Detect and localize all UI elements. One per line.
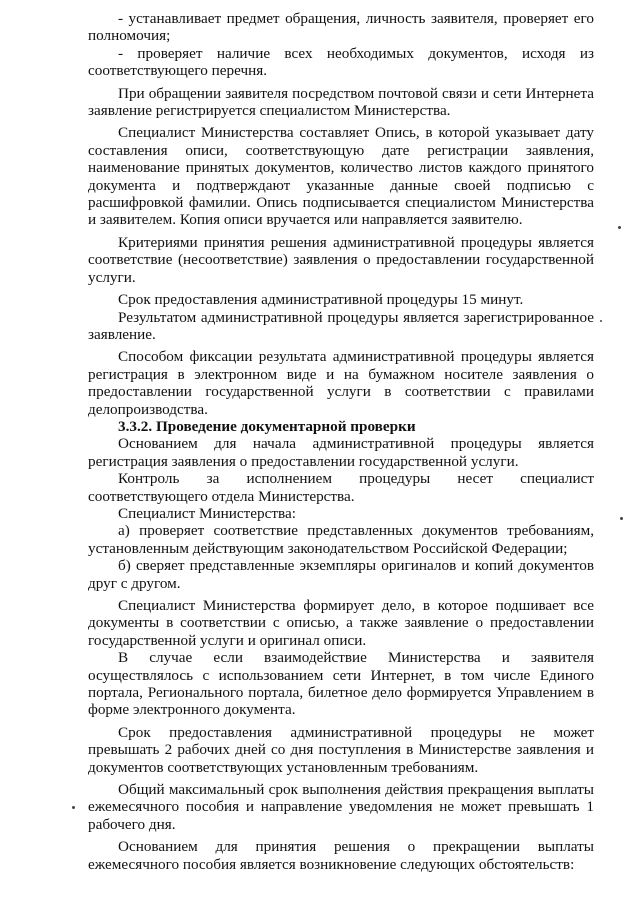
- paragraph-item: Специалист Министерства составляет Опись, в которой указывает дату составления описи, соответствующую дате регистрации заявления, наименование принятых документов, количество листов каждого принятого документа и подтверждают указанные данные своей подписью с расшифровкой фамилии. Опись подписывается специалистом Министерства и заявителем. Копия описи вручается или направляется заявителю.: [88, 124, 594, 229]
- paragraph-item: Основанием для начала административной процедуры является регистрация заявления о предоставлении государственной услуги.: [88, 435, 594, 470]
- paragraph-item: Срок предоставления административной процедуры 15 минут.: [118, 291, 524, 309]
- paragraph-item: Контроль за исполнением процедуры несет специалист соответствующего отдела Министерства.: [88, 470, 594, 505]
- paragraph-item: Срок предоставления административной процедуры не может превышать 2 рабочих дней со дня поступления в Министерстве заявления и документов соответствующих установленным требованиям.: [88, 723, 594, 776]
- paragraph-item: Критериями принятия решения административной процедуры является соответствие (несоответствие) заявления о предоставлении государственной услуги.: [88, 233, 594, 286]
- paragraph-item: При обращении заявителя посредством почтовой связи и сети Интернета заявление регистрируется специалистом Министерства.: [88, 84, 594, 120]
- paragraph-item: Общий максимальный срок выполнения действия прекращения выплаты ежемесячного пособия и направление уведомления не может превышать 1 рабочего дня.: [88, 781, 594, 833]
- paragraph-item: Способом фиксации результата административной процедуры является регистрация в электронном виде и на бумажном носителе заявления о предоставлении государственной услуги в соответствии с правилами делопроизводства.: [88, 348, 594, 418]
- paragraph-item: б) сверяет представленные экземпляры оригиналов и копий документов друг с другом.: [88, 557, 594, 592]
- paragraph-item: Основанием для принятия решения о прекращении выплаты ежемесячного пособия является возникновение следующих обстоятельств:: [88, 838, 594, 873]
- paragraph-item: а) проверяет соответствие представленных документов требованиям, установленным действующим законодательством Российской Федерации;: [88, 522, 594, 557]
- paragraph-item: Специалист Министерства:: [118, 504, 296, 522]
- paragraph-item: Результатом административной процедуры является зарегистрированное заявление.: [88, 308, 594, 343]
- scan-speck: [72, 806, 75, 809]
- scan-speck: [620, 517, 623, 520]
- paragraph-item: - устанавливает предмет обращения, личность заявителя, проверяет его полномочия;: [88, 10, 594, 45]
- section-heading: 3.3.2. Проведение документарной проверки: [118, 417, 416, 435]
- scan-speck: [618, 226, 621, 229]
- scan-speck: [600, 320, 602, 322]
- paragraph-item: - проверяет наличие всех необходимых документов, исходя из соответствующего перечня.: [88, 44, 594, 80]
- paragraph-item: В случае если взаимодействие Министерства и заявителя осуществлялось с использованием сети Интернет, в том числе Единого портала, Регионального портала, билетное дело формируется Управлением в форме электронного документа.: [88, 649, 594, 719]
- paragraph-item: Специалист Министерства формирует дело, в которое подшивает все документы в соответствии с описью, а также заявление о предоставлении государственной услуги и оригинал описи.: [88, 597, 594, 649]
- document-page: [88, 10, 594, 873]
